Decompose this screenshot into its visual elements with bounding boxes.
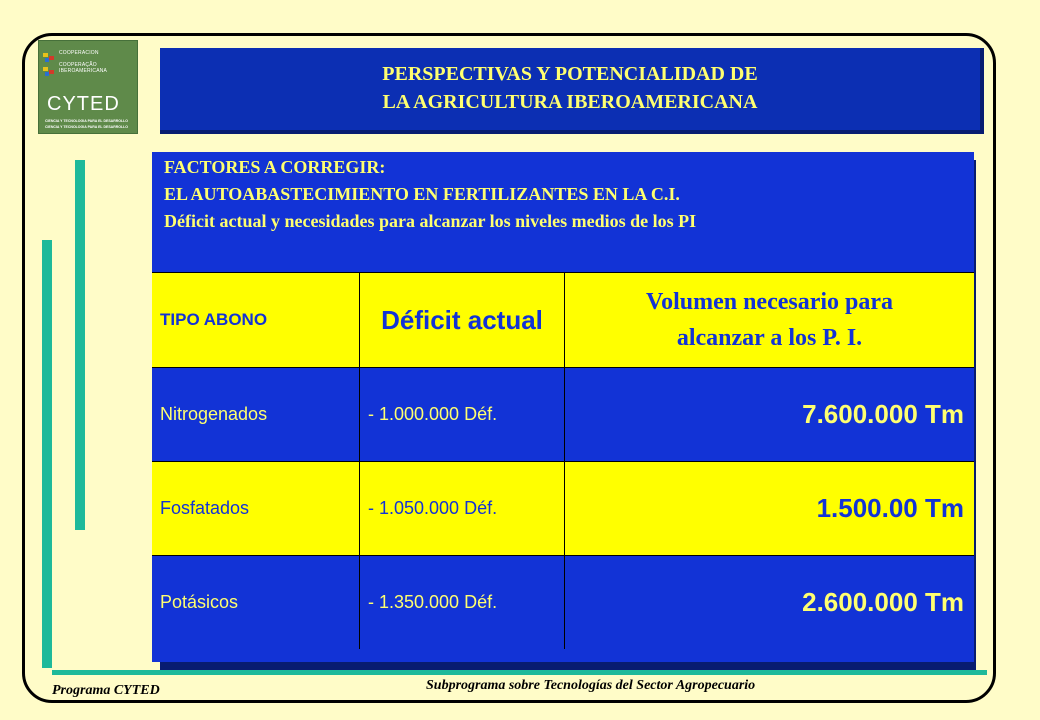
title-line1: PERSPECTIVAS Y POTENCIALIDAD DE	[382, 63, 758, 85]
row-type: Potásicos	[160, 592, 239, 612]
table-row	[152, 461, 974, 555]
header-deficit: Déficit actual	[359, 273, 564, 367]
decor-bar-vertical	[75, 160, 85, 530]
factors-line2: EL AUTOABASTECIMIENTO EN FERTILIZANTES EN LA C.I.	[164, 184, 680, 204]
row-deficit: - 1.000.000 Déf.	[359, 368, 564, 461]
header-volume-line2: alcanzar a los P. I.	[676, 325, 863, 351]
table-header-row	[152, 272, 974, 367]
logo-brand: CYTED	[47, 93, 120, 115]
row-deficit: - 1.350.000 Déf.	[359, 556, 564, 649]
row-volume: 7.600.000 Tm	[564, 368, 974, 461]
table-panel	[152, 152, 974, 662]
title-line2: LA AGRICULTURA IBEROAMERICANA	[382, 91, 758, 113]
factors-line1: FACTORES A CORREGIR:	[164, 157, 386, 177]
logo-tag-line2: CIENCIA Y TECNOLOGIA PARA EL DESARROLLO	[45, 125, 128, 129]
header-volume-line1: Volumen necesario para	[645, 289, 894, 315]
header-volume	[564, 273, 974, 367]
table-row	[152, 555, 974, 649]
logo-tag-line1: CIENCIA Y TECNOLOGIA PARA EL DESARROLLO	[45, 119, 128, 123]
footer-program: Programa CYTED	[52, 683, 160, 698]
row-volume: 1.500.00 Tm	[564, 462, 974, 555]
cyted-logo	[38, 40, 138, 134]
footer-subprogram: Subprograma sobre Tecnologías del Sector Agropecuario	[426, 678, 756, 693]
logo-org-line2: COOPERAÇÃO IBEROAMERICANA	[59, 62, 108, 74]
row-type: Fosfatados	[160, 498, 250, 518]
slide-title	[160, 48, 984, 134]
row-type: Nitrogenados	[160, 404, 268, 424]
factors-line3: Déficit actual y necesidades para alcanzar los niveles medios de los PI	[164, 211, 697, 231]
logo-org-line1: COOPERACION	[59, 50, 99, 56]
header-type: TIPO ABONO	[160, 310, 268, 329]
fertilizer-table	[152, 152, 976, 672]
decor-bar-vertical	[42, 240, 52, 668]
row-deficit: - 1.050.000 Déf.	[359, 462, 564, 555]
logo-mark-icon	[43, 49, 55, 58]
factors-heading	[164, 154, 970, 235]
row-volume: 2.600.000 Tm	[564, 556, 974, 649]
table-row	[152, 367, 974, 461]
logo-mark-icon	[43, 63, 55, 72]
